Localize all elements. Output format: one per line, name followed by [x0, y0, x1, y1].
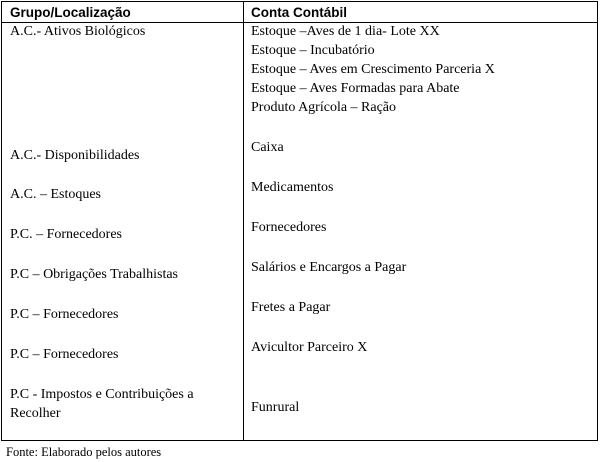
header-grupo: Grupo/Localização [10, 5, 131, 20]
accounts-table [1, 1, 598, 441]
row-3-conta: Medicamentos [251, 180, 334, 195]
row-1-conta-5: Produto Agrícola – Ração [251, 100, 397, 115]
row-2-conta: Caixa [251, 140, 284, 155]
row-8-conta: Funrural [251, 400, 300, 415]
row-1-conta-3: Estoque – Aves em Crescimento Parceria X [251, 62, 495, 77]
header-conta: Conta Contábil [251, 5, 347, 20]
row-1-grupo: A.C.- Ativos Biológicos [10, 24, 146, 39]
row-7-conta: Avicultor Parceiro X [251, 340, 368, 355]
row-4-conta: Fornecedores [251, 220, 327, 235]
row-6-conta: Fretes a Pagar [251, 300, 331, 315]
row-1-conta-1: Estoque –Aves de 1 dia- Lote XX [251, 24, 440, 39]
row-4-grupo: P.C. – Fornecedores [10, 227, 122, 242]
row-7-grupo: P.C – Fornecedores [10, 347, 119, 362]
row-8-grupo: P.C - Impostos e Contribuições a Recolher [10, 387, 194, 421]
row-1-conta-4: Estoque – Aves Formadas para Abate [251, 81, 460, 96]
row-6-grupo: P.C – Fornecedores [10, 307, 119, 322]
row-5-conta: Salários e Encargos a Pagar [251, 260, 407, 275]
row-1-conta-2: Estoque – Incubatório [251, 43, 375, 58]
source-note: Fonte: Elaborado pelos autores [6, 445, 162, 459]
row-3-grupo: A.C. – Estoques [10, 187, 101, 202]
row-5-grupo: P.C – Obrigações Trabalhistas [10, 267, 178, 282]
column-divider [243, 2, 244, 440]
row-2-grupo: A.C.- Disponibilidades [10, 148, 140, 163]
